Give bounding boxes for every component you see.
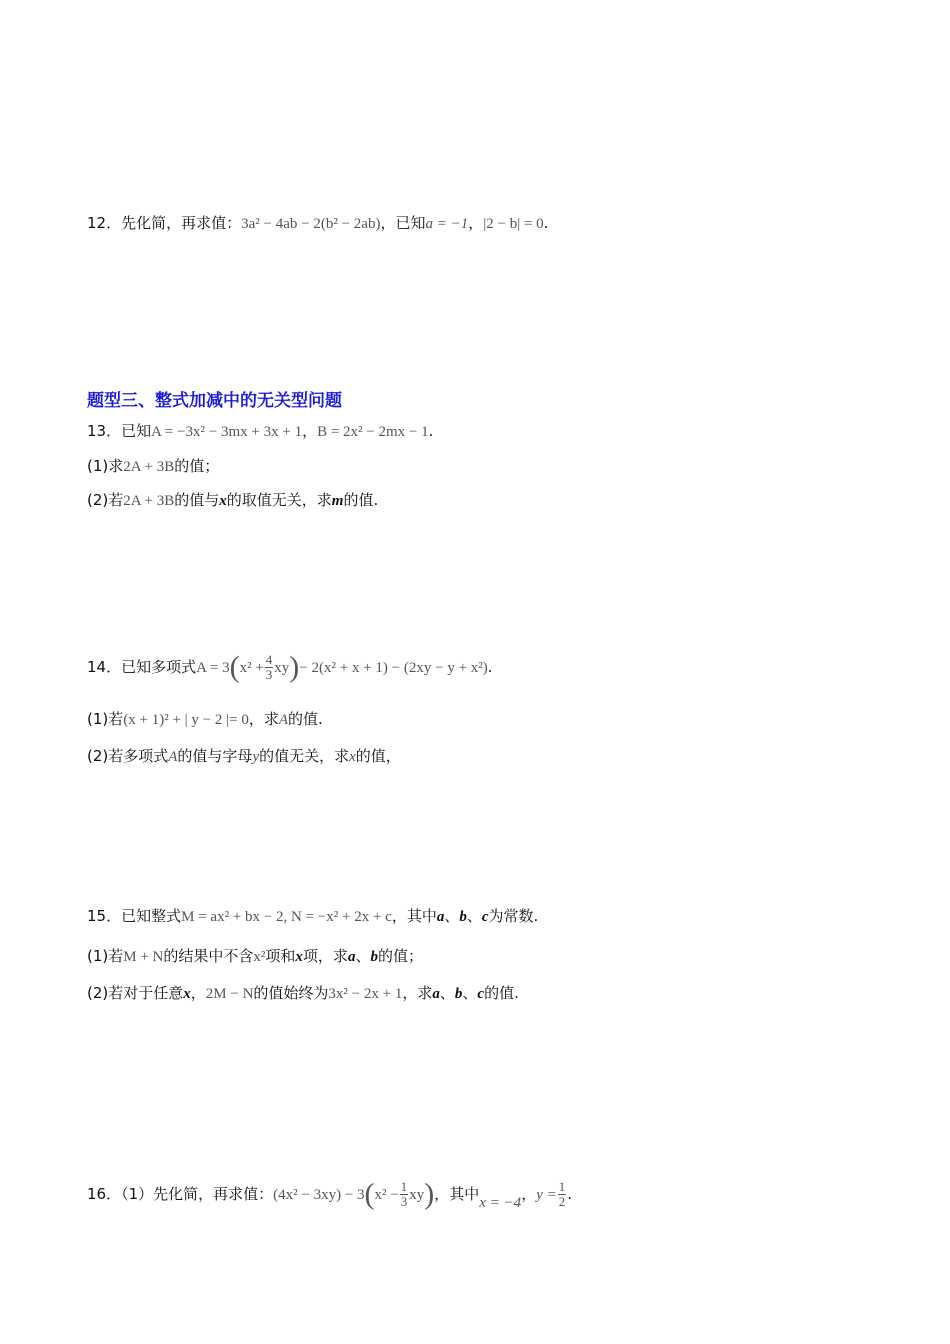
question-text: ，其中	[434, 1185, 480, 1203]
part-text: 的值；	[377, 947, 423, 965]
open-paren: (	[229, 650, 240, 684]
part-text: ，求	[248, 710, 279, 728]
fraction-numerator: 1	[400, 1179, 408, 1194]
condition-b: |2 − b| = 0	[483, 216, 544, 232]
question-text: 已知	[121, 422, 152, 440]
question-14	[87, 650, 493, 685]
question-text: ，已知	[380, 214, 426, 232]
separator: 、	[466, 907, 482, 925]
question-number: 13．	[87, 422, 122, 440]
math-expression: 2A + 3B	[123, 493, 175, 509]
condition-y: y =	[536, 1187, 557, 1203]
math-term: x²	[253, 949, 266, 965]
question-text: 已知整式	[121, 907, 182, 925]
variable-x: x	[219, 493, 227, 509]
part-label: (2)若对于任意	[87, 984, 184, 1002]
separator: 、	[355, 947, 371, 965]
expression-b: B = 2x² − 2mx − 1	[317, 424, 429, 440]
variable-m: m	[331, 493, 344, 509]
part-text: 的值，	[355, 747, 401, 765]
part-text: ，求	[402, 984, 433, 1002]
variable-x: x	[183, 986, 191, 1002]
math-expression: (x + 1)² + | y − 2 |= 0	[123, 712, 249, 728]
part-text: 的值.	[484, 984, 519, 1002]
math-expression: 2A + 3B	[123, 459, 175, 475]
math-expression: M + N	[123, 949, 164, 965]
expression-a: A = −3x² − 3mx + 3x + 1	[151, 424, 303, 440]
variable-x: x	[295, 949, 303, 965]
fraction-denominator: 3	[400, 1194, 408, 1209]
fraction-numerator: 4	[265, 652, 273, 667]
variable-y: y	[252, 749, 260, 765]
part-text: 的值与	[174, 491, 220, 509]
part-label: (2)若多项式	[87, 747, 169, 765]
question-text: （1）先化简，再求值：	[121, 1185, 274, 1203]
part-text: 的值.	[343, 491, 379, 509]
question-number: 15．	[87, 907, 122, 925]
part-text: 项，求	[302, 947, 348, 965]
math-expression: x² −	[374, 1187, 399, 1203]
period: .	[428, 422, 434, 440]
math-expression: (4x² − 3xy) − 3	[273, 1187, 365, 1203]
variable-b: b	[454, 986, 463, 1002]
variable-c: c	[481, 909, 489, 925]
variable-a: a	[347, 949, 356, 965]
question-text: 为常数.	[488, 907, 539, 925]
part-text: 的取值无关，求	[226, 491, 332, 509]
math-expression: M = ax² + bx − 2, N = −x² + 2x + c	[181, 909, 392, 925]
part-text: 的值；	[174, 457, 220, 475]
condition-x: x = −4	[479, 1195, 522, 1211]
close-paren: )	[424, 1177, 435, 1211]
separator: 、	[462, 984, 478, 1002]
part-text: 的结果中不含	[163, 947, 254, 965]
variable-a: a	[432, 986, 440, 1002]
math-expression: 3a² − 4ab − 2(b² − 2ab)	[241, 216, 381, 232]
variable-a: A	[168, 749, 178, 765]
separator: 、	[444, 907, 460, 925]
question-text: ，其中	[391, 907, 437, 925]
period: .	[567, 1185, 573, 1203]
question-14-part-1	[87, 709, 323, 730]
fraction-numerator: 1	[558, 1179, 566, 1194]
question-13-part-1	[87, 456, 219, 477]
math-expression: A = 3	[196, 660, 230, 676]
question-text: 已知多项式	[121, 658, 197, 676]
question-15-part-2	[87, 983, 519, 1004]
question-16	[87, 1177, 572, 1212]
period: .	[487, 658, 493, 676]
part-text: 的值与字母	[177, 747, 253, 765]
part-text: 的值始终为	[253, 984, 329, 1002]
part-text: 的值.	[288, 710, 323, 728]
condition-a: a = −1	[425, 216, 469, 232]
math-expression: x² +	[239, 660, 264, 676]
part-text: 的值无关，求	[259, 747, 350, 765]
close-paren: )	[289, 650, 300, 684]
part-text: 项和	[265, 947, 296, 965]
question-13-part-2	[87, 490, 378, 511]
part-label: (1)求	[87, 457, 124, 475]
separator: ，	[302, 422, 318, 440]
question-number: 14．	[87, 658, 122, 676]
separator: ，	[468, 214, 484, 232]
question-13	[87, 421, 433, 442]
separator: ，	[190, 984, 206, 1002]
fraction	[558, 1180, 567, 1209]
question-15	[87, 906, 538, 927]
variable-b: b	[459, 909, 467, 925]
period: .	[543, 214, 549, 232]
variable-x: x	[349, 749, 356, 765]
fraction	[400, 1180, 409, 1209]
math-expression: − 2(x² + x + 1) − (2xy − y + x²)	[299, 660, 488, 676]
part-label: (1)若	[87, 947, 124, 965]
question-number: 16．	[87, 1185, 122, 1203]
fraction	[265, 653, 274, 682]
math-expression: xy	[409, 1187, 425, 1203]
fraction-denominator: 3	[265, 667, 273, 682]
variable-c: c	[477, 986, 485, 1002]
section-heading: 题型三、整式加减中的无关型问题	[87, 391, 342, 411]
part-label: (2)若	[87, 491, 124, 509]
fraction-denominator: 2	[558, 1194, 566, 1209]
variable-b: b	[370, 949, 378, 965]
open-paren: (	[364, 1177, 375, 1211]
question-number: 12．	[87, 214, 122, 232]
variable-a: A	[278, 712, 289, 728]
separator: ，	[521, 1185, 537, 1203]
question-15-part-1	[87, 946, 423, 967]
question-14-part-2	[87, 746, 401, 767]
math-expression: xy	[274, 660, 290, 676]
question-12	[87, 213, 548, 234]
separator: 、	[439, 984, 455, 1002]
math-expression: 2M − N	[205, 986, 254, 1002]
part-label: (1)若	[87, 710, 124, 728]
math-expression: 3x² − 2x + 1	[328, 986, 403, 1002]
question-text: 先化简，再求值：	[121, 214, 242, 232]
variable-a: a	[436, 909, 445, 925]
